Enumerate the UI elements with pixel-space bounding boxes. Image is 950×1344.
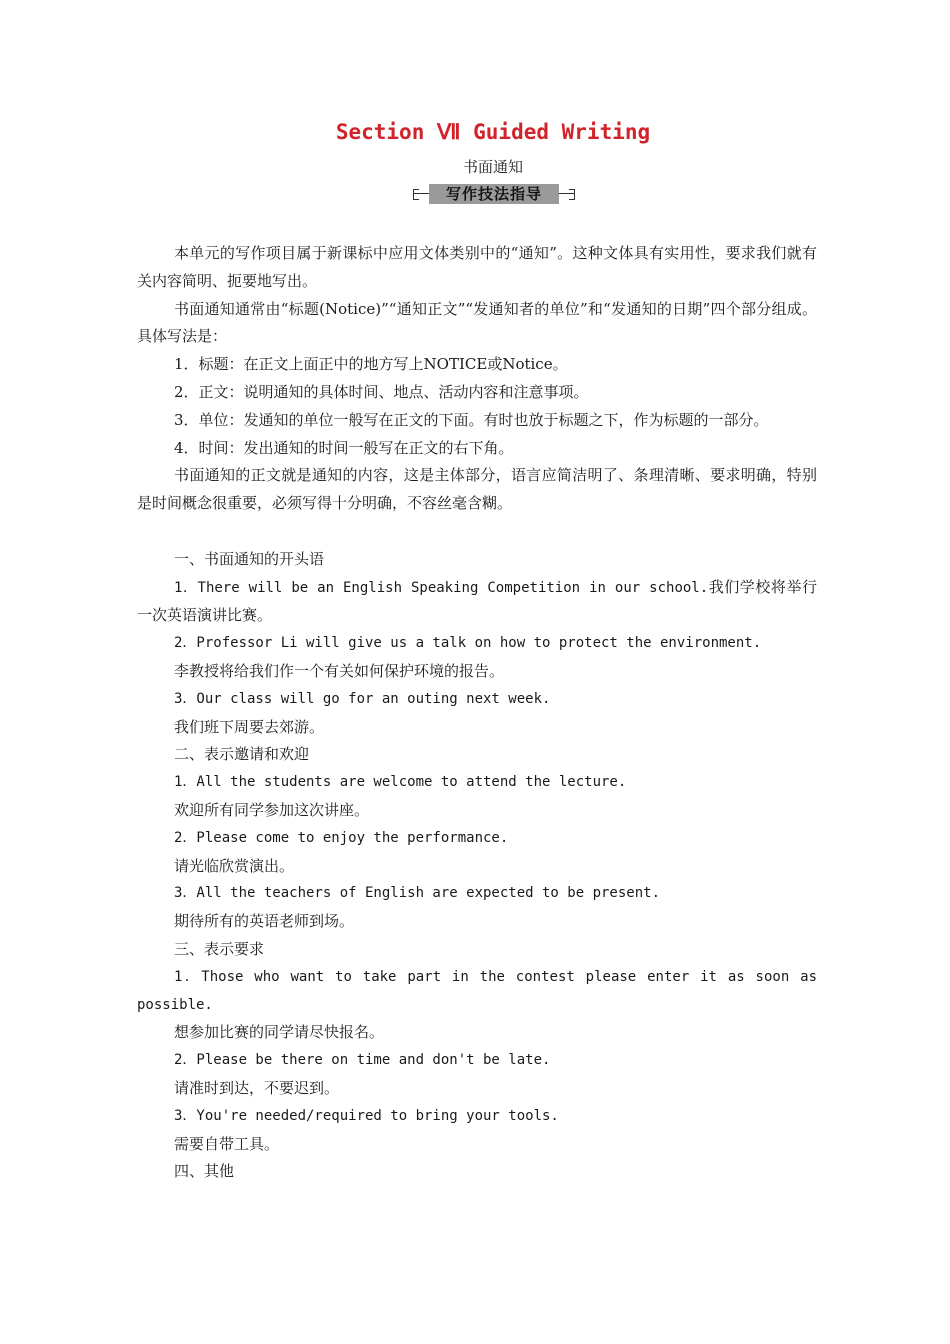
- blank-line: [137, 518, 817, 546]
- intro-paragraph: 书面通知的正文就是通知的内容，这是主体部分，语言应简洁明了、条理清晰、要求明确，特别是时间概念很重要，必须写得十分明确，不容丝毫含糊。: [137, 466, 817, 513]
- intro-list-item: 4．时间：发出通知的时间一般写在正文的右下角。: [174, 438, 514, 457]
- example-chinese: 请光临欣赏演出。: [174, 856, 295, 875]
- example-english: 3．All the teachers of English are expected to be present.: [174, 885, 661, 902]
- example-chinese: 李教授将给我们作一个有关如何保护环境的报告。: [174, 661, 505, 680]
- section-heading: 四、其他: [174, 1162, 235, 1181]
- intro-list-item: 1．标题：在正文上面正中的地方写上NOTICE或Notice。: [174, 355, 568, 374]
- example-chinese: 请准时到达，不要迟到。: [174, 1078, 340, 1097]
- example-chinese: 我们学校将举行一次英语演讲比赛。: [137, 577, 817, 625]
- intro-list-item: 2．正文：说明通知的具体时间、地点、活动内容和注意事项。: [174, 382, 589, 401]
- example-english: 3．You're needed/required to bring your tools.: [174, 1107, 559, 1124]
- section-heading: 一、书面通知的开头语: [174, 549, 325, 568]
- section-banner: [413, 182, 575, 206]
- example-english: 3．Our class will go for an outing next week.: [174, 690, 551, 707]
- example-english: 1．All the students are welcome to attend the lecture.: [174, 774, 627, 791]
- example-english: 2．Please be there on time and don't be late.: [174, 1052, 551, 1069]
- section-heading: 三、表示要求: [174, 939, 265, 958]
- page-subtitle: 书面通知: [462, 158, 523, 176]
- example-chinese: 需要自带工具。: [174, 1134, 280, 1153]
- example-english-continued: possible.: [137, 996, 213, 1013]
- example-item: [137, 574, 817, 631]
- page-title: Section Ⅶ Guided Writing: [335, 120, 651, 144]
- intro-paragraph: 书面通知通常由“标题(Notice)”“通知正文”“发通知者的单位”和“发通知的日期”四个部分组成。具体写法是：: [137, 299, 817, 346]
- example-english: 2．Please come to enjoy the performance.: [174, 829, 509, 846]
- example-chinese: 欢迎所有同学参加这次讲座。: [174, 800, 370, 819]
- banner-bracket-left: [413, 189, 419, 200]
- intro-list-item: 3．单位：发通知的单位一般写在正文的下面。有时也放于标题之下，作为标题的一部分。: [174, 410, 769, 429]
- example-chinese: 想参加比赛的同学请尽快报名。: [174, 1023, 385, 1042]
- example-chinese: 期待所有的英语老师到场。: [174, 912, 355, 931]
- document-body: [137, 240, 817, 1186]
- intro-paragraph: 本单元的写作项目属于新课标中应用文体类别中的“通知”。这种文体具有实用性，要求我们就有关内容简明、扼要地写出。: [137, 244, 817, 290]
- example-chinese: 我们班下周要去郊游。: [174, 717, 325, 736]
- example-english: 1．There will be an English Speaking Competition in our school.: [174, 579, 709, 596]
- example-english: 1．Those who want to take part in the contest please enter it as soon as: [174, 968, 817, 985]
- banner-bracket-right: [569, 189, 575, 200]
- section-heading: 二、表示邀请和欢迎: [174, 745, 310, 764]
- example-english: 2．Professor Li will give us a talk on how to protect the environment.: [174, 635, 762, 652]
- banner-label: 写作技法指导: [429, 184, 559, 204]
